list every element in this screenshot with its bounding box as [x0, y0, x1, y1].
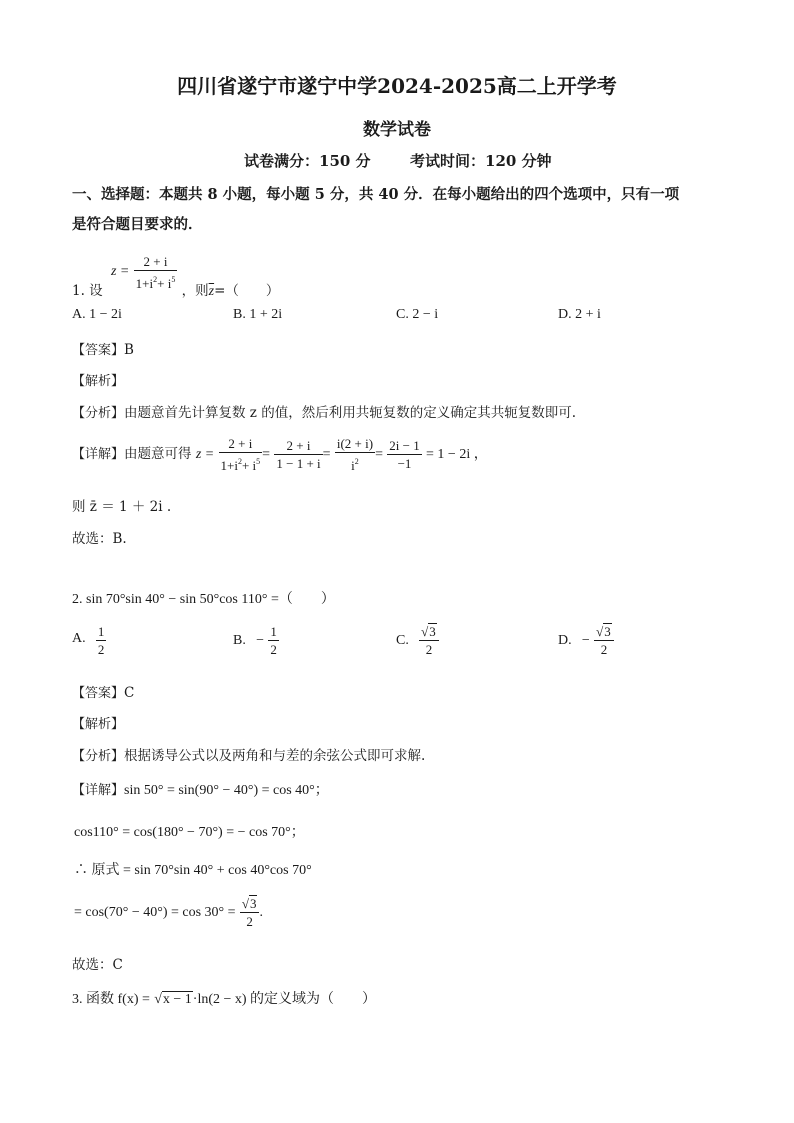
q1-frac-denominator: $1+i^2+ i^5$	[135, 275, 176, 291]
page-subtitle: 数学试卷	[363, 120, 431, 140]
exam-time: 考试时间：120 分钟	[410, 152, 552, 170]
q1-xiangjie: 【详解】由题意可得 z = $\frac{2 + i}{1+i^2+ i^5}$ = $\frac{2 + i}{1 - 1 + i}$ = $\frac{i(2 + i)}{i^2}$ = $\frac{2i - 1}{-1}$ = 1 − 2i ，	[72, 436, 488, 473]
section-heading-line1: 一、选择题：本题共 8 小题，每小题 5 分，共 40 分．在每小题给出的四个选项中，只有一项	[72, 186, 680, 203]
q2-option-d[interactable]: D. − $\frac{√3}{2}$	[558, 624, 614, 657]
q2-line3: ∴ 原式 = sin 70°sin 40° + cos 40°cos 70°	[74, 863, 312, 878]
q1-option-d[interactable]: D. 2 + i	[558, 307, 601, 322]
q1-choose: 故选：B.	[72, 531, 127, 547]
page-title: 四川省遂宁市遂宁中学2024-2025高二上开学考	[177, 74, 617, 98]
q1-then: ，则$\overline{z}=$（ ）	[181, 283, 280, 299]
q2-line2: cos110° = cos(180° − 70°) = − cos 70°；	[74, 825, 305, 840]
q1-analysis-tag: 【解析】	[72, 374, 125, 389]
q1-option-b[interactable]: B. 1 + 2i	[233, 307, 283, 322]
q1-option-a[interactable]: A. 1 − 2i	[72, 307, 122, 322]
q2-choose: 故选：C	[72, 957, 123, 973]
q1-answer: 【答案】B	[72, 342, 134, 358]
question-1-stem	[72, 246, 280, 299]
q2-fenxi: 【分析】根据诱导公式以及两角和与差的余弦公式即可求解.	[72, 748, 426, 764]
section-heading-line2: 是符合题目要求的．	[72, 216, 203, 233]
q2-analysis-tag: 【解析】	[72, 717, 125, 732]
q1-option-c[interactable]: C. 2 − i	[396, 307, 439, 322]
q1-frac-numerator: 2 + i	[134, 254, 178, 271]
q2-option-b[interactable]: B. − $\frac{1}{2}$	[233, 624, 277, 657]
q1-then-line: 则 z̄ ＝ 1 ＋ 2i .	[72, 499, 172, 515]
q1-step2: $\frac{2 + i}{1 - 1 + i}$	[276, 438, 321, 471]
q1-fenxi: 【分析】由题意首先计算复数 z 的值，然后利用共轭复数的定义确定其共轭复数即可.	[72, 405, 577, 421]
q1-step1: $\frac{2 + i}{1+i^2+ i^5}$	[220, 436, 261, 473]
q2-answer: 【答案】C	[72, 685, 135, 701]
q1-number: 1. 设	[72, 283, 103, 299]
q1-z-eq: z =	[110, 264, 130, 279]
q2-option-c[interactable]: C. $\frac{√3}{2}$	[396, 624, 439, 657]
q1-step4: $\frac{2i - 1}{-1}$	[389, 438, 420, 471]
full-score: 试卷满分：150 分	[244, 152, 371, 170]
q2-option-a[interactable]: A. $\frac{1}{2}$	[72, 624, 105, 657]
q1-fraction	[134, 254, 178, 291]
q2-line4: = cos(70° − 40°) = cos 30° = $\frac{√3}{2}$ .	[74, 896, 263, 929]
q2-xiangjie-line1: 【详解】sin 50° = sin(90° − 40°) = cos 40°；	[72, 783, 329, 798]
question-3-stem: 3. 函数 f(x) = √x − 1·ln(2 − x) 的定义域为（ ）	[72, 992, 377, 1007]
q1-step3: $\frac{i(2 + i)}{i^2}$	[336, 436, 374, 473]
question-2-stem: 2. sin 70°sin 40° − sin 50°cos 110° =（ ）	[72, 592, 335, 607]
